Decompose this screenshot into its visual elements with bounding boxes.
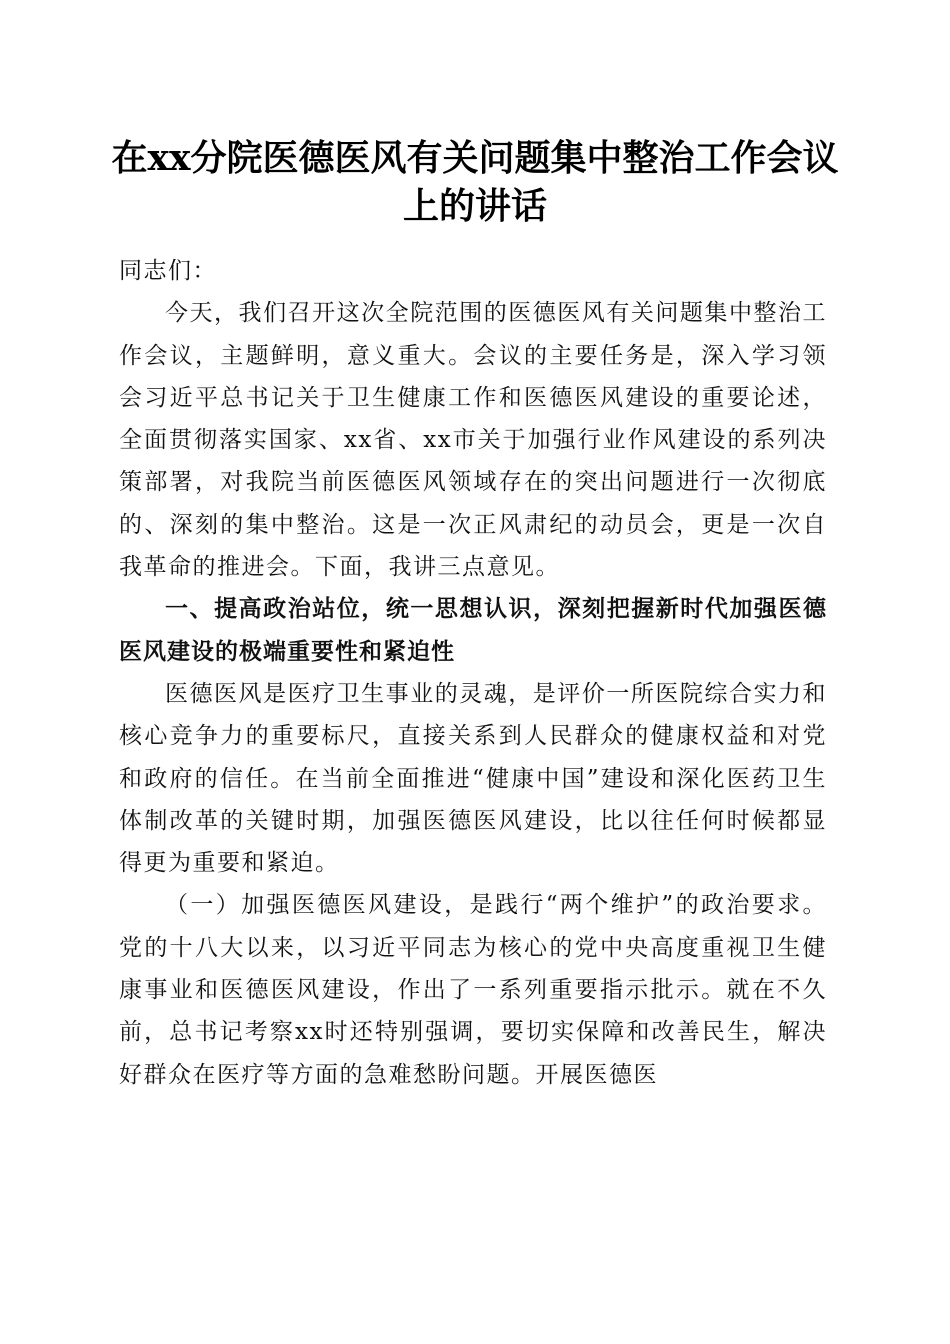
document-body (119, 250, 827, 1096)
opening-paragraph: 今天，我们召开这次全院范围的医德医风有关问题集中整治工作会议，主题鲜明，意义重大。会议的主要任务是，深入学习领会习近平总书记关于卫生健康工作和医德医风建设的重要论述，全面贯彻落实国家、xx省、xx市关于加强行业作风建设的系列决策部署，对我院当前医德医风领域存在的突出问题进行一次彻底的、深刻的集中整治。这是一次正风肃纪的动员会，更是一次自我革命的推进会。下面，我讲三点意见。 (119, 300, 827, 581)
document-title: 在xx分院医德医风有关问题集中整治工作会议上的讲话 (111, 137, 839, 227)
subsection-1-paragraph: （一）加强医德医风建设，是践行“两个维护”的政治要求。党的十八大以来，以习近平同志为核心的党中央高度重视卫生健康事业和医德医风建设，作出了一系列重要指示批示。就在不久前，总书记考察xx时还特别强调，要切实保障和改善民生，解决好群众在医疗等方面的急难愁盼问题。开展医德医 (119, 892, 827, 1088)
section-heading-1: 一、提高政治站位，统一思想认识，深刻把握新时代加强医德医风建设的极端重要性和紧迫性 (119, 596, 827, 665)
salutation: 同志们： (119, 258, 217, 284)
section-1-paragraph: 医德医风是医疗卫生事业的灵魂，是评价一所医院综合实力和核心竞争力的重要标尺，直接关系到人民群众的健康权益和对党和政府的信任。在当前全面推进“健康中国”建设和深化医药卫生体制改革的关键时期，加强医德医风建设，比以往任何时候都显得更为重要和紧迫。 (119, 680, 827, 877)
